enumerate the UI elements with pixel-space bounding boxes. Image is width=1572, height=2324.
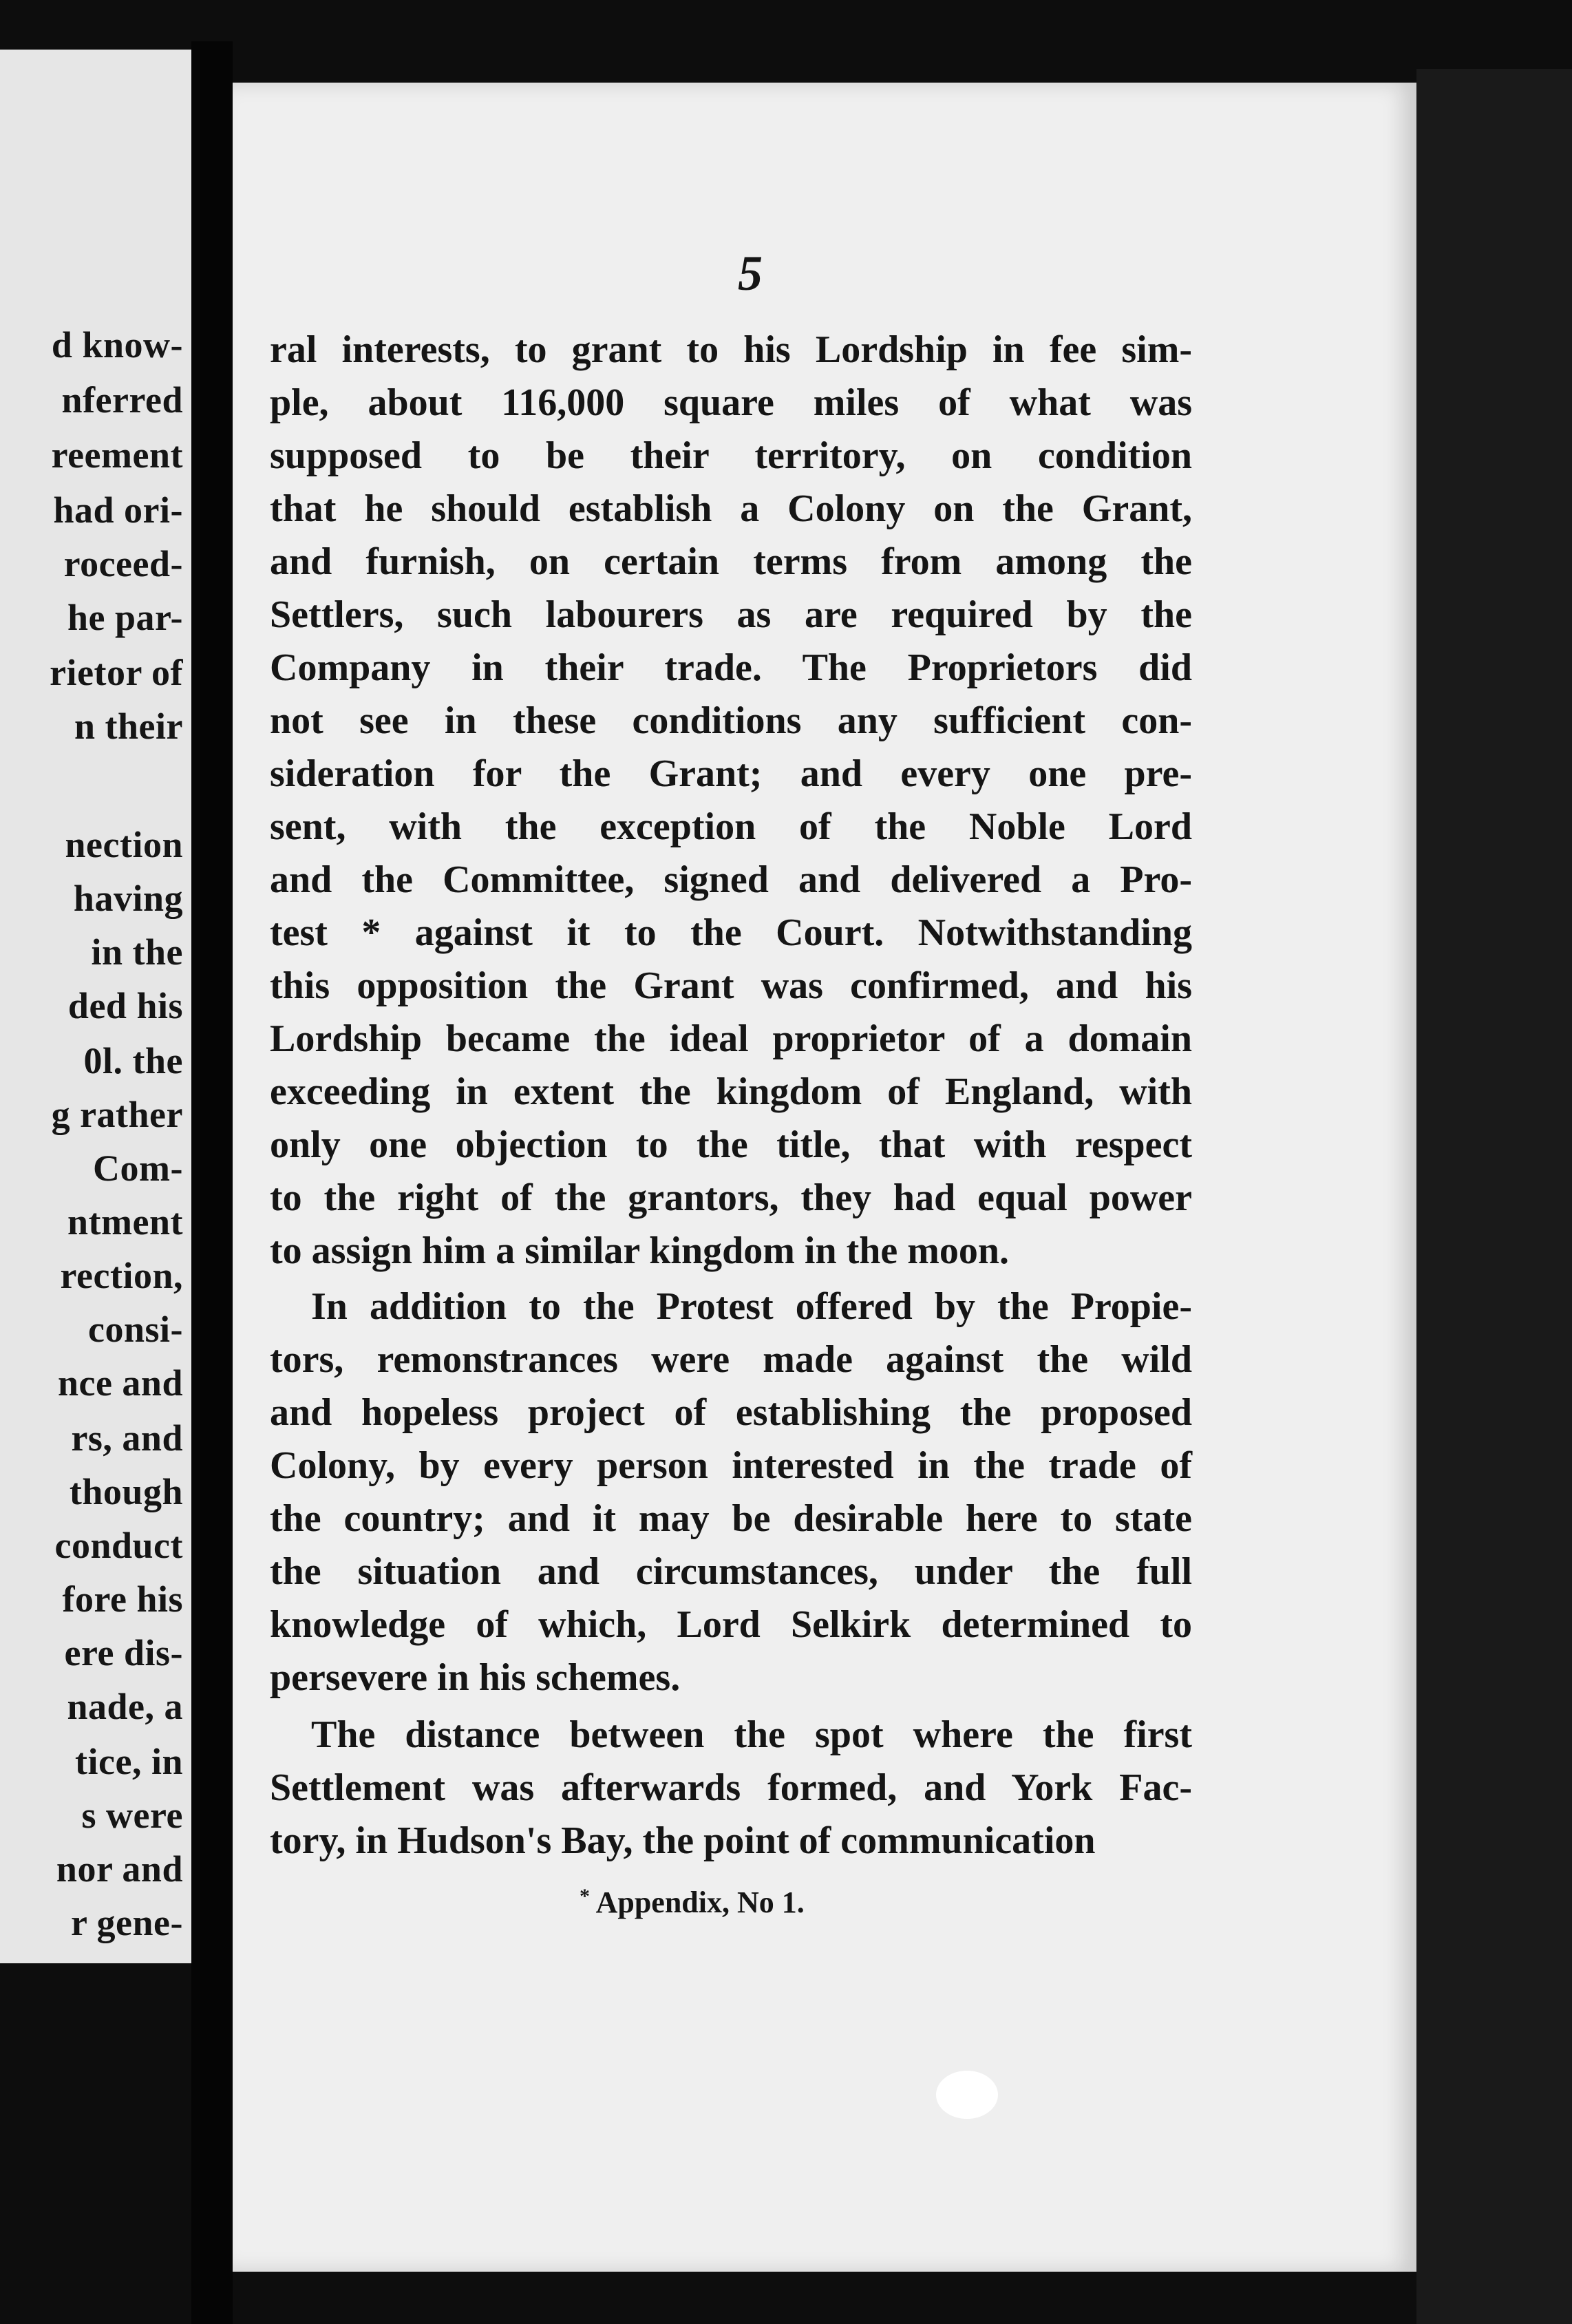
text-line: and hopeless project of establishing the proposed: [270, 1391, 1192, 1434]
paragraph-2: [270, 1280, 1192, 1704]
left-page-line: Com-: [93, 1148, 183, 1189]
left-page-line: had ori-: [53, 489, 183, 531]
text-line: sent, with the exception of the Noble Lord: [270, 805, 1192, 848]
text-line: test * against it to the Court. Notwithstanding: [270, 911, 1192, 954]
text-line: only one objection to the title, that with respect: [270, 1123, 1192, 1166]
left-page-line: d know-: [51, 324, 183, 366]
page-number: 5: [738, 246, 763, 301]
left-page-line: nferred: [61, 379, 183, 421]
text-line: In addition to the Protest offered by the Propie-: [311, 1285, 1192, 1328]
text-line: and furnish, on certain terms from among the: [270, 540, 1192, 583]
left-page-line: g rather: [51, 1094, 183, 1135]
left-page-line: 0l. the: [83, 1040, 183, 1081]
left-page-line: consi-: [88, 1309, 183, 1350]
left-page-line: nection: [65, 824, 183, 865]
left-page-line: ded his: [67, 985, 183, 1026]
book-gutter: [191, 41, 233, 2324]
paragraph-1: [270, 324, 1192, 1278]
text-line: the situation and circumstances, under the full: [270, 1550, 1192, 1593]
text-line: tory, in Hudson's Bay, the point of communication: [270, 1819, 1096, 1862]
text-line: Company in their trade. The Proprietors did: [270, 646, 1192, 689]
left-page-line: ntment: [67, 1201, 183, 1243]
page-edge-shadow: [1416, 69, 1572, 2324]
left-page-line: rietor of: [50, 652, 183, 693]
text-line: knowledge of which, Lord Selkirk determined to: [270, 1603, 1192, 1646]
text-line: Colony, by every person interested in the trade of: [270, 1444, 1192, 1487]
text-line: and the Committee, signed and delivered a Pro-: [270, 858, 1192, 901]
text-line: that he should establish a Colony on the Grant,: [270, 487, 1192, 530]
text-line: supposed to be their territory, on condition: [270, 434, 1192, 477]
text-line: ple, about 116,000 square miles of what was: [270, 381, 1192, 424]
text-line: Settlement was afterwards formed, and York Fac-: [270, 1766, 1192, 1809]
left-page-line: rs, and: [71, 1417, 183, 1459]
left-page-line: having: [73, 878, 183, 919]
left-page-line: nce and: [57, 1362, 183, 1404]
text-line: tors, remonstrances were made against the wild: [270, 1338, 1192, 1381]
text-line: The distance between the spot where the first: [311, 1713, 1192, 1756]
left-page-line: though: [69, 1471, 183, 1512]
left-page-line: in the: [91, 931, 183, 973]
left-page-line: s were: [81, 1795, 183, 1836]
left-page-line: he par-: [67, 597, 183, 638]
left-page-line: r gene-: [71, 1902, 183, 1943]
left-page-line: nade, a: [67, 1686, 183, 1727]
left-facing-page: [0, 50, 191, 1963]
left-page-line: n their: [74, 706, 183, 747]
footnote: [580, 1885, 805, 1920]
left-page-line: conduct: [54, 1525, 183, 1566]
text-line: the country; and it may be desirable here to state: [270, 1497, 1192, 1540]
text-line: ral interests, to grant to his Lordship in fee sim-: [270, 328, 1192, 371]
text-line: to the right of the grantors, they had equal power: [270, 1176, 1192, 1219]
left-page-line: fore his: [62, 1578, 183, 1620]
left-page-line: ere dis-: [64, 1632, 183, 1673]
text-line: to assign him a similar kingdom in the moon.: [270, 1229, 1010, 1272]
text-line: exceeding in extent the kingdom of England, with: [270, 1070, 1192, 1113]
text-line: not see in these conditions any sufficient con-: [270, 699, 1192, 742]
paragraph-3: [270, 1709, 1192, 1868]
text-line: sideration for the Grant; and every one pre-: [270, 752, 1192, 795]
left-page-line: reement: [51, 434, 183, 476]
footnote-text: Appendix, No 1.: [595, 1885, 805, 1919]
left-page-line: roceed-: [63, 543, 183, 584]
left-page-line: nor and: [56, 1848, 183, 1890]
left-page-line: tice, in: [75, 1741, 183, 1782]
text-line: this opposition the Grant was confirmed, and his: [270, 964, 1192, 1007]
left-page-line: rection,: [60, 1255, 183, 1296]
text-line: Settlers, such labourers as are required by the: [270, 593, 1192, 636]
paper-blot: [936, 2071, 998, 2119]
text-line: persevere in his schemes.: [270, 1656, 681, 1699]
text-line: Lordship became the ideal proprietor of a domain: [270, 1017, 1192, 1060]
footnote-mark: *: [580, 1885, 590, 1908]
